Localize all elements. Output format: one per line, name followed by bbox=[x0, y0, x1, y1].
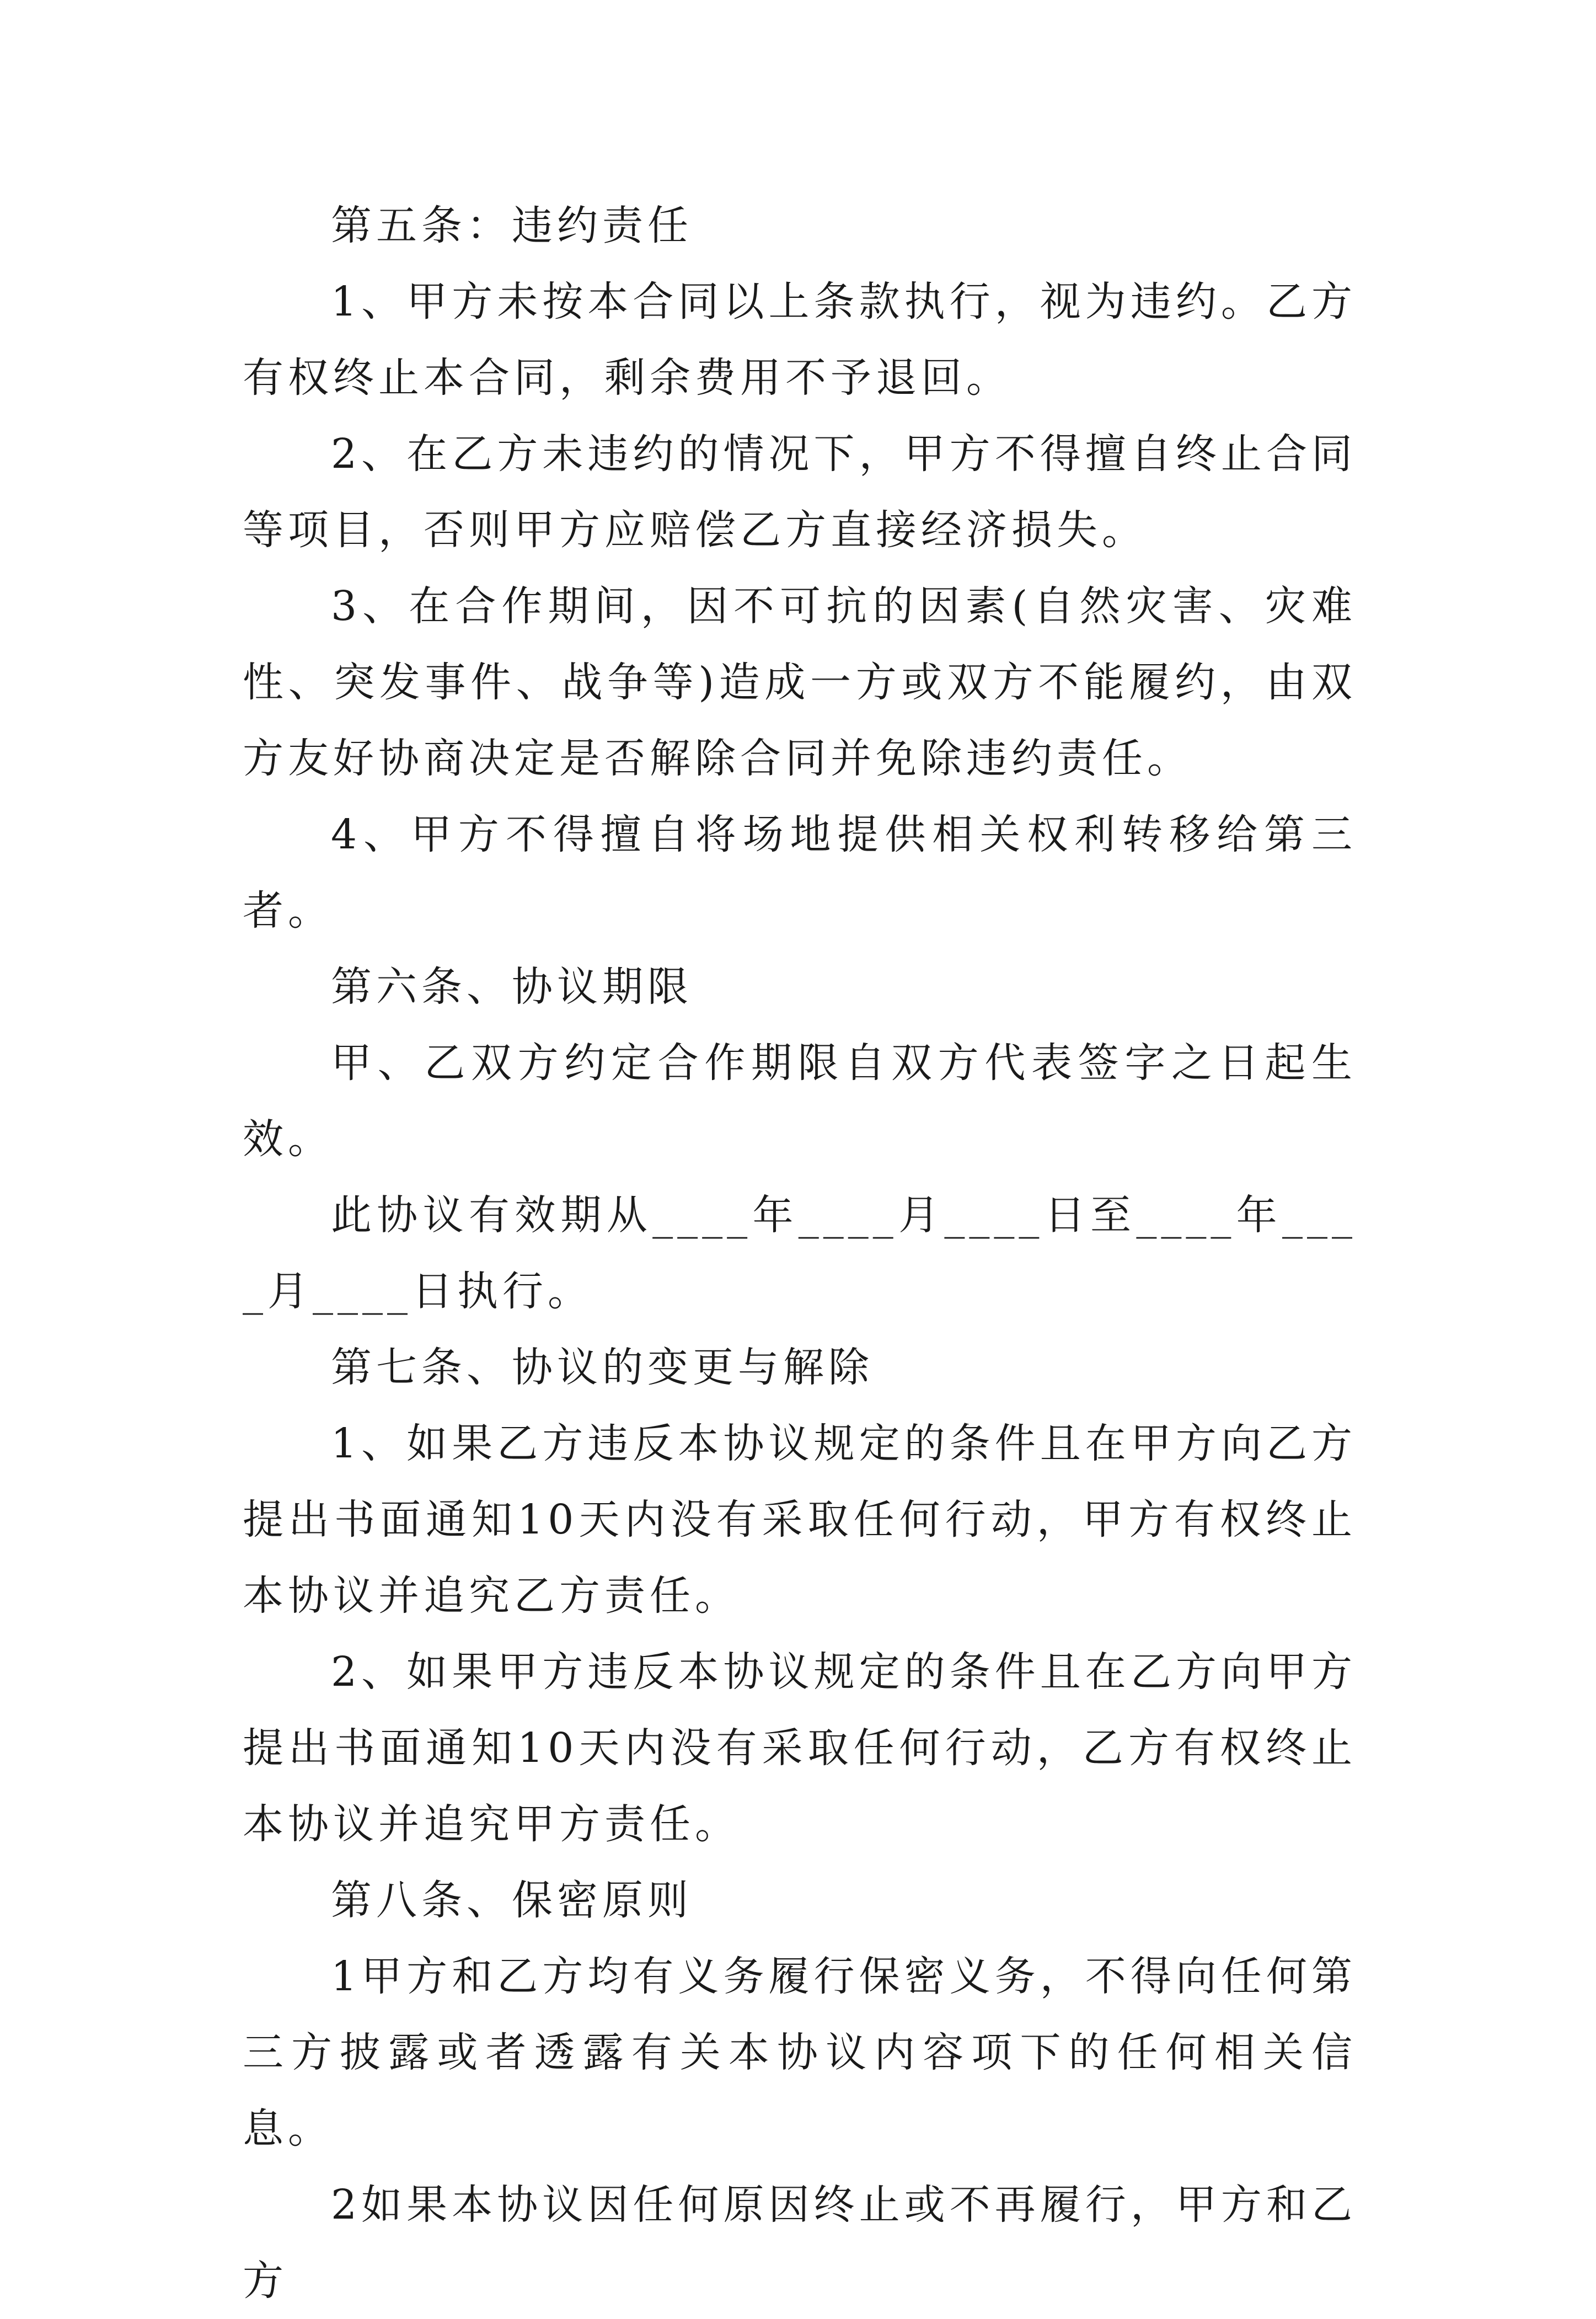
clause-7-1: 1、如果乙方违反本协议规定的条件且在甲方向乙方提出书面通知10天内没有采取任何行动，甲方有权终止本协议并追究乙方责任。 bbox=[243, 1420, 1357, 1620]
section-heading-7: 第七条、协议的变更与解除 bbox=[331, 1344, 874, 1391]
clause-8-2: 2如果本协议因任何原因终止或不再履行，甲方和乙方 bbox=[243, 2181, 1357, 2305]
clause-6-1: 甲、乙双方约定合作期限自双方代表签字之日起生效。 bbox=[243, 1039, 1357, 1163]
section-heading-8: 第八条、保密原则 bbox=[331, 1877, 693, 1924]
section-heading-6: 第六条、协议期限 bbox=[331, 963, 693, 1011]
clause-5-1: 1、甲方未按本合同以上条款执行，视为违约。乙方有权终止本合同，剩余费用不予退回。 bbox=[243, 278, 1357, 402]
clause-8-1: 1甲方和乙方均有义务履行保密义务，不得向任何第三方披露或者透露有关本协议内容项下的任何相关信息。 bbox=[243, 1953, 1357, 2152]
clause-6-2: 此协议有效期从____年____月____日至____年____月____日执行。 bbox=[243, 1191, 1357, 1315]
document-body bbox=[243, 188, 1357, 2319]
clause-5-3: 3、在合作期间，因不可抗的因素(自然灾害、灾难性、突发事件、战争等)造成一方或双方不能履约，由双方友好协商决定是否解除合同并免除违约责任。 bbox=[243, 583, 1357, 782]
clause-5-2: 2、在乙方未违约的情况下，甲方不得擅自终止合同等项目，否则甲方应赔偿乙方直接经济损失。 bbox=[243, 430, 1357, 554]
clause-7-2: 2、如果甲方违反本协议规定的条件且在乙方向甲方提出书面通知10天内没有采取任何行动，乙方有权终止本协议并追究甲方责任。 bbox=[243, 1648, 1357, 1848]
clause-5-4: 4、甲方不得擅自将场地提供相关权利转移给第三者。 bbox=[243, 811, 1357, 934]
section-heading-5: 第五条：违约责任 bbox=[331, 202, 693, 249]
